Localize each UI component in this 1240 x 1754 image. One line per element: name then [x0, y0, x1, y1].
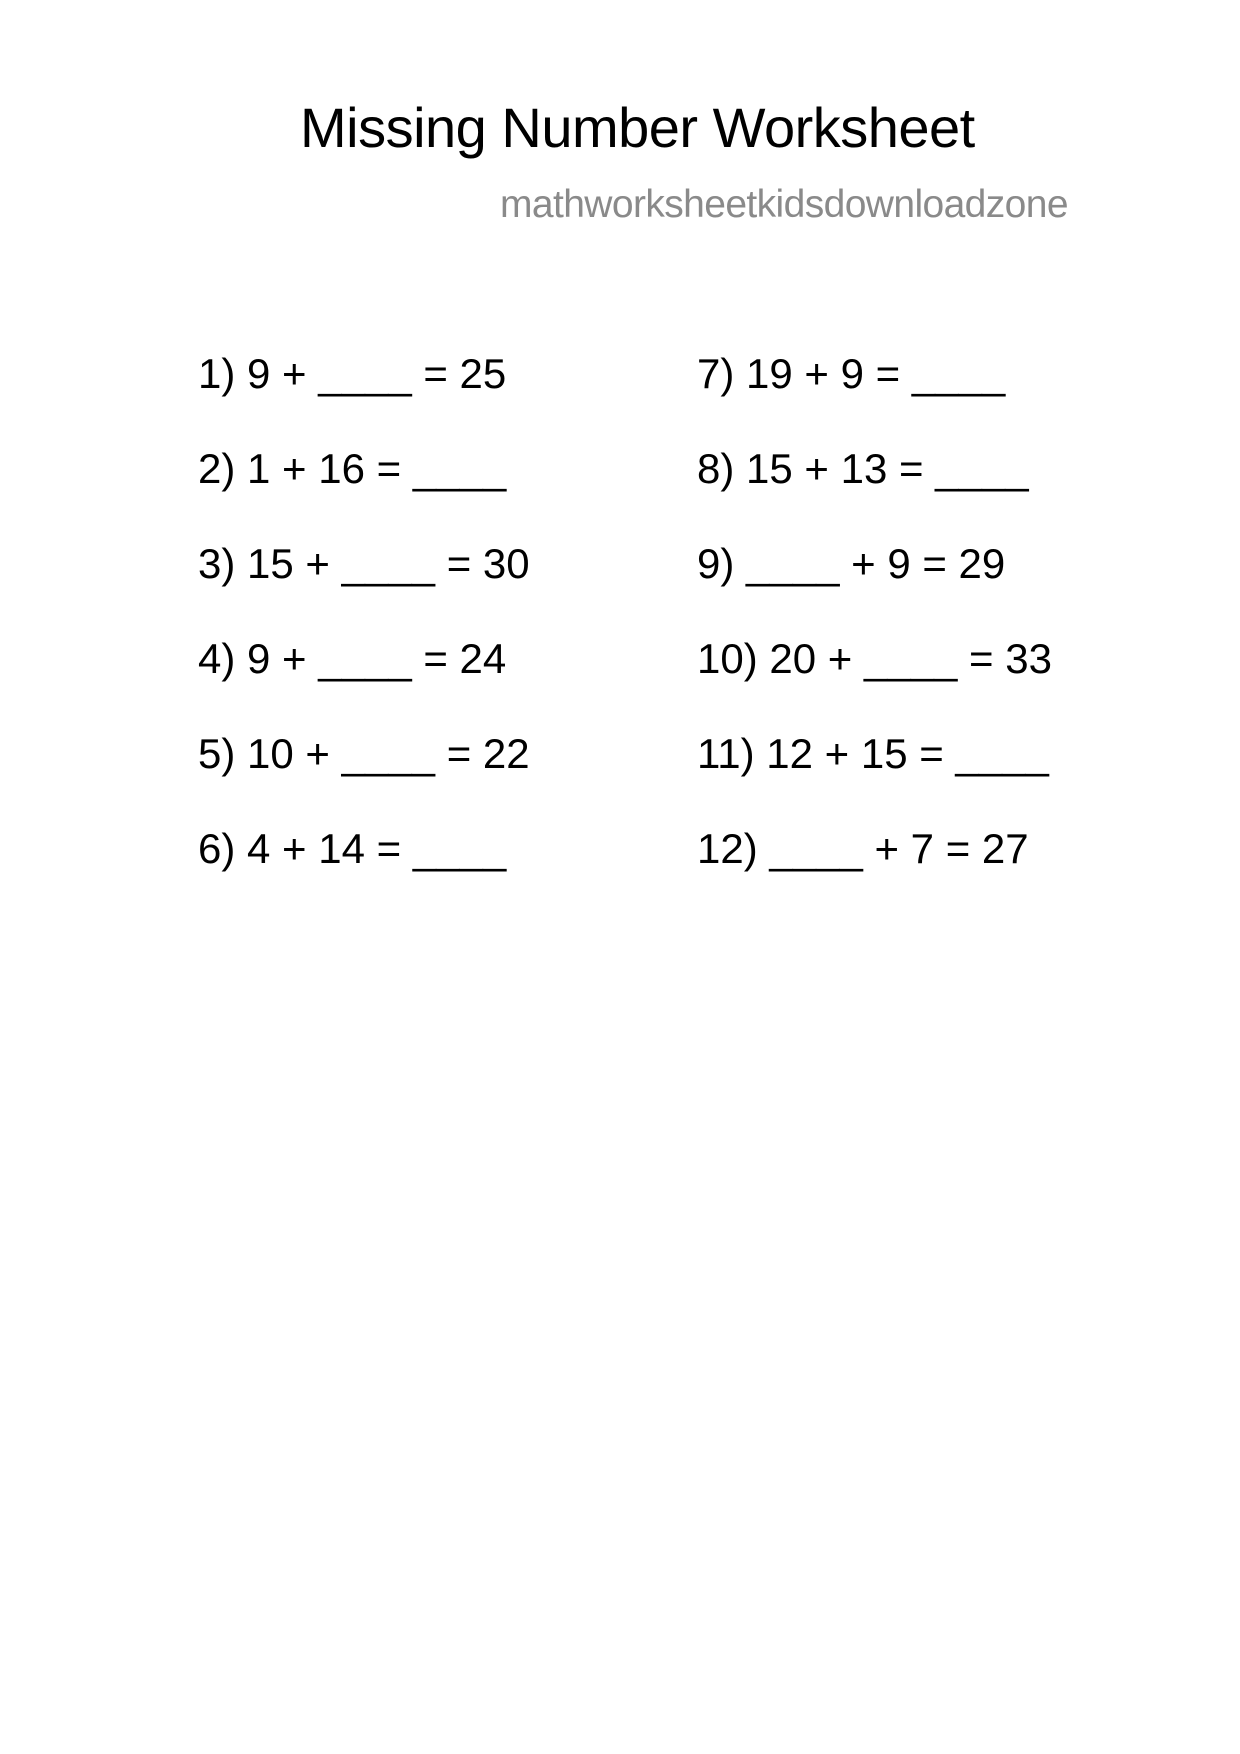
problem-5: 5) 10 + ____ = 22: [198, 730, 530, 777]
problems-column-right: [697, 352, 1052, 922]
problem-6: 6) 4 + 14 = ____: [198, 825, 507, 872]
problem-1: 1) 9 + ____ = 25: [198, 350, 507, 397]
problem-7: 7) 19 + 9 = ____: [697, 350, 1006, 397]
problem-4: 4) 9 + ____ = 24: [198, 635, 507, 682]
problem-3: 3) 15 + ____ = 30: [198, 540, 530, 587]
problem-9: 9) ____ + 9 = 29: [697, 540, 1006, 587]
problem-11: 11) 12 + 15 = ____: [697, 730, 1049, 777]
problem-2: 2) 1 + 16 = ____: [198, 445, 507, 492]
problem-8: 8) 15 + 13 = ____: [697, 445, 1029, 492]
site-watermark: mathworksheetkidsdownloadzone: [500, 183, 1068, 226]
problems-column-left: [198, 352, 530, 922]
problem-12: 12) ____ + 7 = 27: [697, 825, 1029, 872]
problem-10: 10) 20 + ____ = 33: [697, 635, 1052, 682]
page-title: Missing Number Worksheet: [300, 96, 975, 159]
